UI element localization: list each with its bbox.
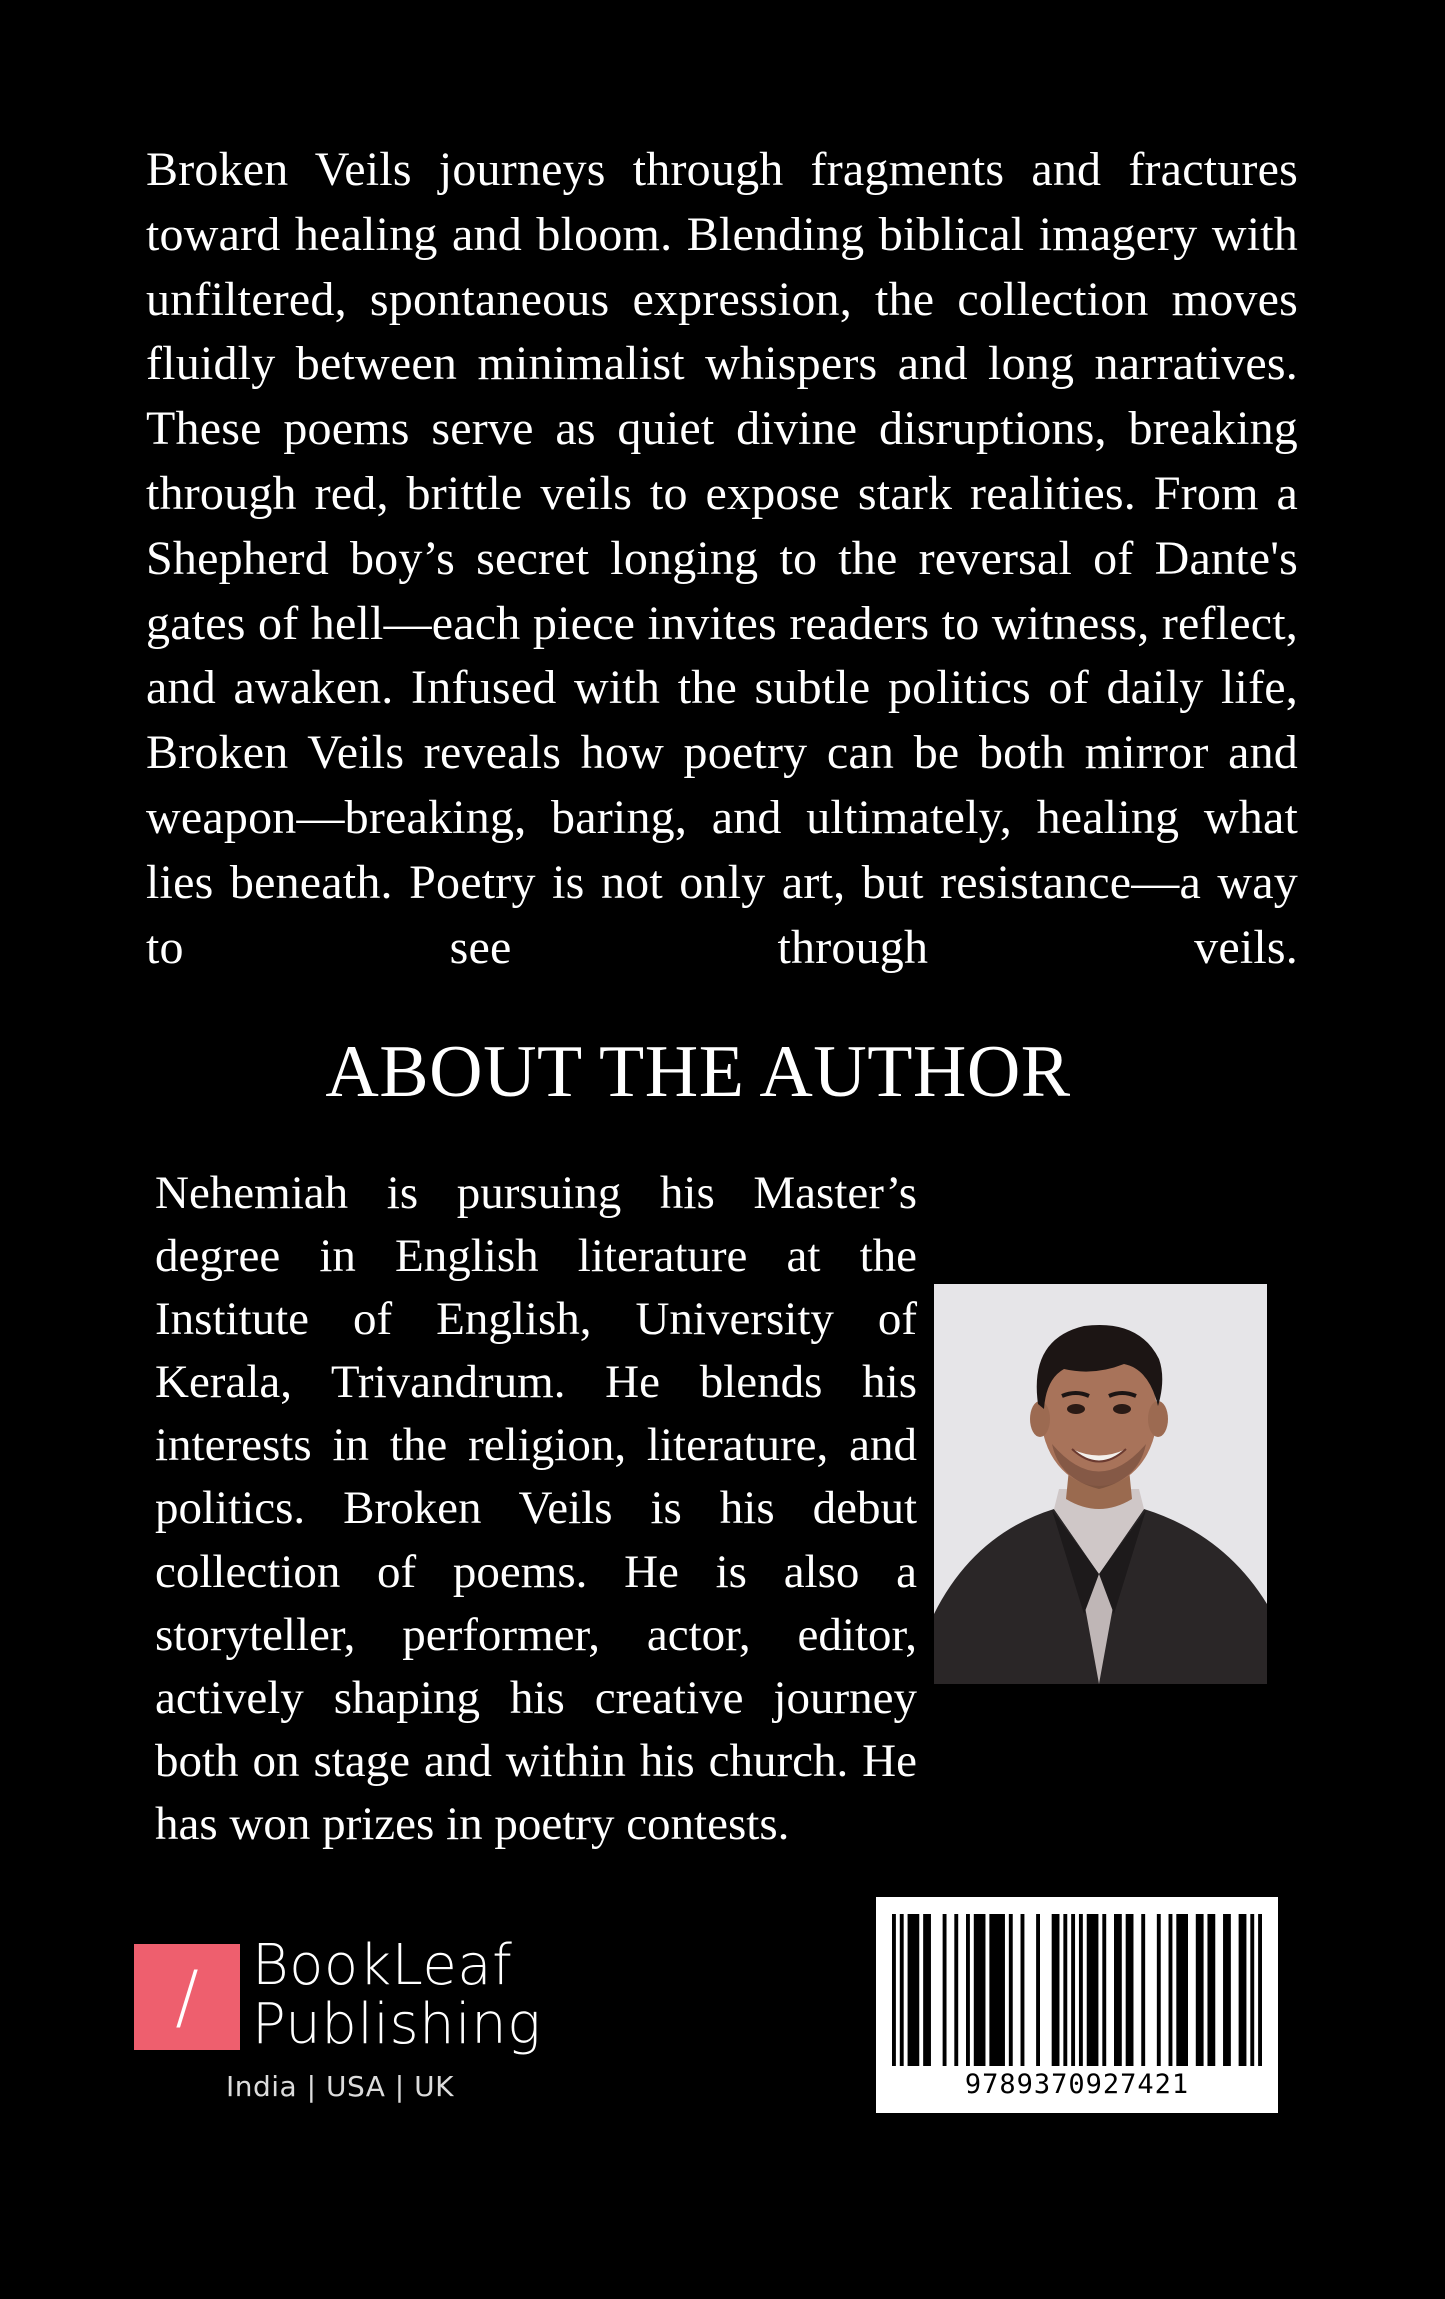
barcode-bar: [1169, 1914, 1173, 2066]
barcode-bar: [1052, 1914, 1060, 2066]
barcode-bar: [1009, 1914, 1013, 2066]
author-photo: [934, 1284, 1267, 1684]
publisher-name-line2: Publishing: [252, 1992, 542, 2057]
barcode-bar: [1087, 1914, 1099, 2066]
barcode-bar: [1207, 1914, 1215, 2066]
publisher-name-line1: BookLeaf: [252, 1933, 513, 1998]
barcode-bar: [892, 1914, 896, 2066]
slash-icon: /: [175, 1956, 199, 2038]
barcode-bar: [1250, 1914, 1254, 2066]
isbn-barcode: [876, 1897, 1278, 2113]
barcode-bar: [1141, 1914, 1145, 2066]
barcode-bar: [1223, 1914, 1231, 2066]
barcode-bar: [989, 1914, 1005, 2066]
barcode-bar: [1126, 1914, 1134, 2066]
barcode-bar: [1239, 1914, 1247, 2066]
barcode-bar: [908, 1914, 920, 2066]
publisher-logo: [134, 1933, 542, 2114]
barcode-bar: [1157, 1914, 1161, 2066]
barcode-bar: [1063, 1914, 1067, 2066]
isbn-number: 9789370927421: [964, 2069, 1190, 2100]
barcode-bars: [892, 1914, 1262, 2066]
about-the-author-heading: ABOUT THE AUTHOR: [325, 1031, 1071, 1113]
barcode-bar: [966, 1914, 970, 2066]
publisher-logo-mark: [134, 1944, 240, 2050]
barcode-bar: [1114, 1914, 1122, 2066]
barcode-bar: [1176, 1914, 1188, 2066]
barcode-bar: [1021, 1914, 1025, 2066]
barcode-bar: [1036, 1914, 1040, 2066]
author-bio: Nehemiah is pursuing his Master’s degree in English literature at the Institute of English, University of Kerala, Trivandrum. He blends his interests in the religion, literature, and politics. Broken Veils is his debut collection of poems. He is also a storyteller, performer, actor, editor, actively shaping his creative journey both on stage and within his church. He has won prizes in poetry contests.: [155, 1167, 917, 1850]
barcode-bar: [900, 1914, 904, 2066]
barcode-bar: [974, 1914, 986, 2066]
barcode-bar: [1258, 1914, 1262, 2066]
barcode-bar: [943, 1914, 947, 2066]
barcode-bar: [1196, 1914, 1204, 2066]
barcode-bar: [1102, 1914, 1106, 2066]
barcode-bar: [1079, 1914, 1083, 2066]
barcode-bar: [923, 1914, 931, 2066]
barcode-bar: [1071, 1914, 1075, 2066]
publisher-regions: India | USA | UK: [226, 2070, 454, 2103]
barcode-bar: [954, 1914, 958, 2066]
book-blurb: Broken Veils journeys through fragments and fractures toward healing and bloom. Blending biblical imagery with unfiltered, spontaneous expression, the collection moves fluidly between minimalist whispers and long narratives. These poems serve as quiet divine disruptions, breaking through red, brittle veils to expose stark realities. From a Shepherd boy’s secret longing to the reversal of Dante's gates of hell—each piece invites readers to witness, reflect, and awaken. Infused with the subtle politics of daily life, Broken Veils reveals how poetry can be both mirror and weapon—breaking, baring, and ultimately, healing what lies beneath. Poetry is not only art, but resistance—a way to see through veils.: [146, 143, 1298, 974]
publisher-name: [252, 1933, 542, 2057]
